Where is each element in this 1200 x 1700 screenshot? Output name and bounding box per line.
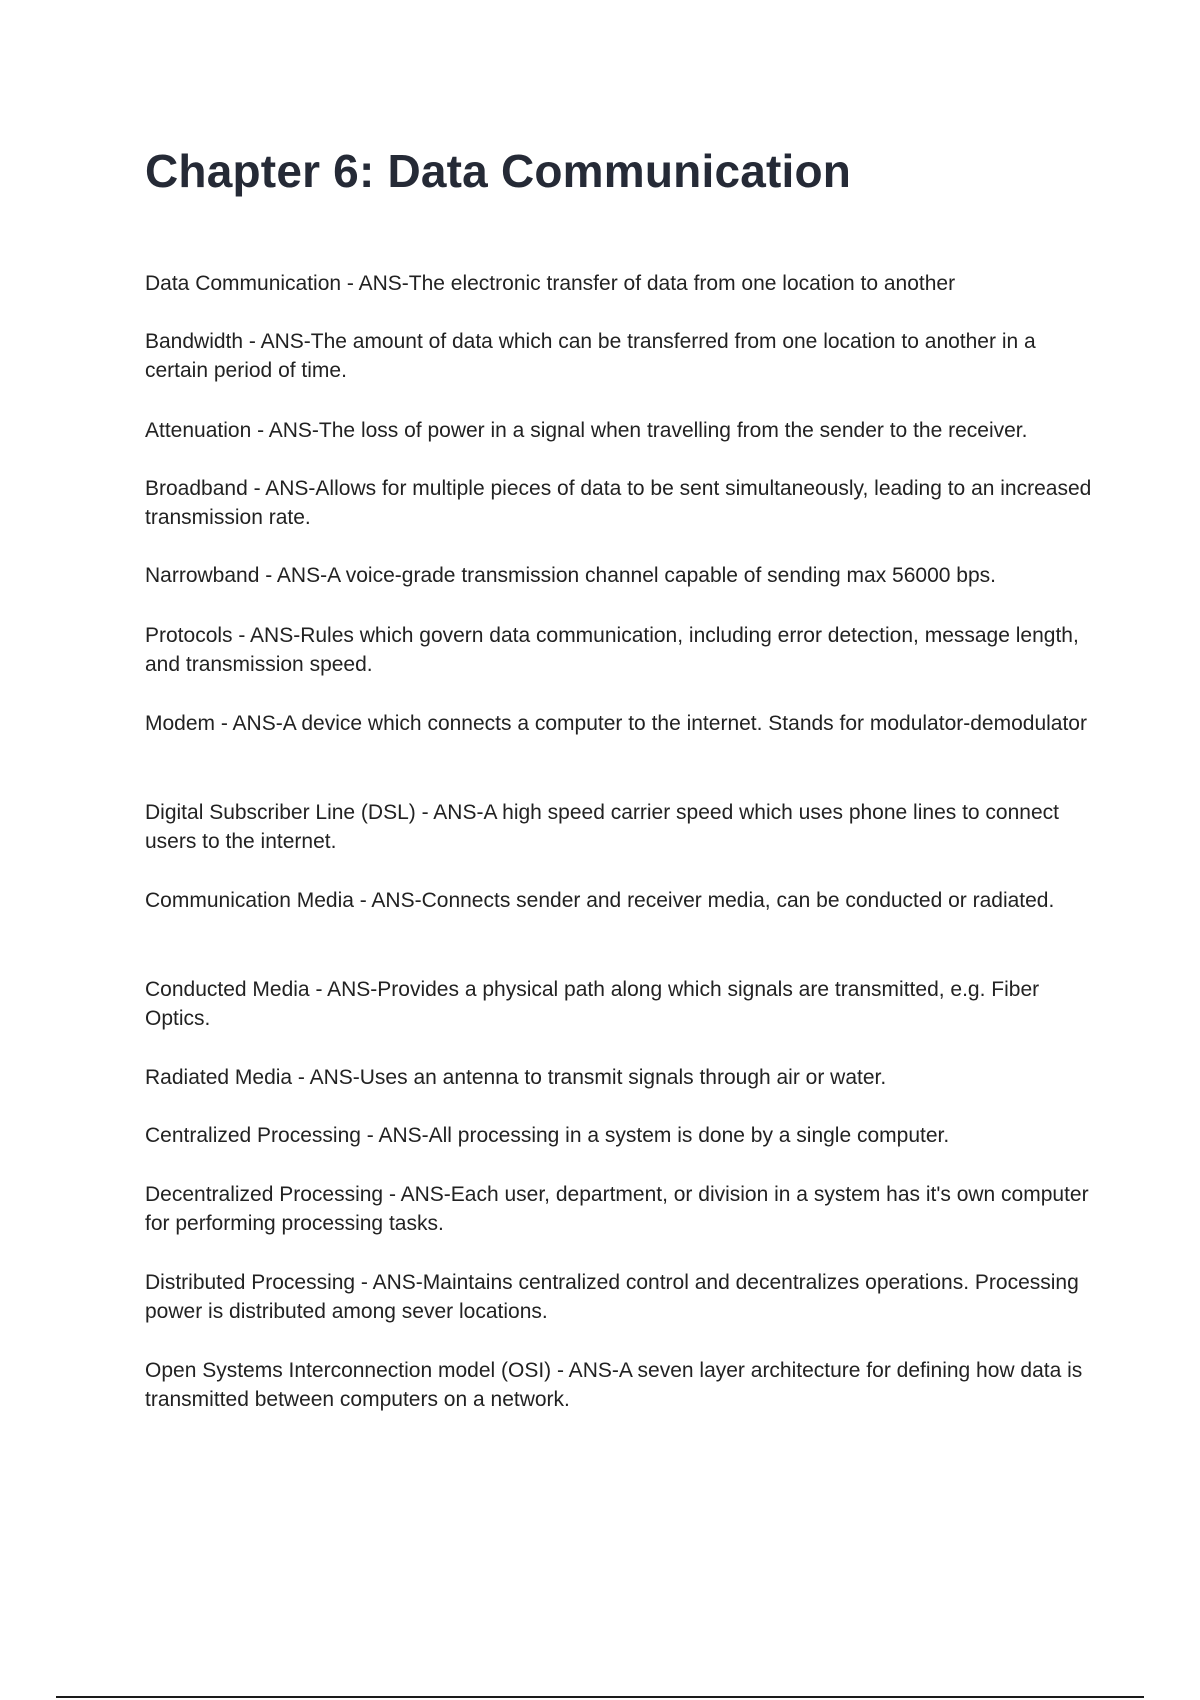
definition-entry: Centralized Processing - ANS-All processing in a system is done by a single computer. <box>145 1124 950 1147</box>
definition-entry: Distributed Processing - ANS-Maintains centralized control and decentralizes operations. Processing power is distributed among sever locations. <box>145 1271 1079 1323</box>
definition-entry: Open Systems Interconnection model (OSI) - ANS-A seven layer architecture for defining how data is transmitted between computers on a network. <box>145 1359 1083 1411</box>
definition-entry: Attenuation - ANS-The loss of power in a signal when travelling from the sender to the receiver. <box>145 419 1028 442</box>
definition-entry: Broadband - ANS-Allows for multiple pieces of data to be sent simultaneously, leading to an increased transmission rate. <box>145 477 1092 529</box>
definition-entry: Bandwidth - ANS-The amount of data which can be transferred from one location to another in a certain period of time. <box>145 330 1036 382</box>
definition-entry: Radiated Media - ANS-Uses an antenna to transmit signals through air or water. <box>145 1066 887 1089</box>
footer-divider <box>56 1696 1144 1698</box>
definition-entry: Narrowband - ANS-A voice-grade transmission channel capable of sending max 56000 bps. <box>145 564 996 587</box>
definition-entry: Conducted Media - ANS-Provides a physical path along which signals are transmitted, e.g. Fiber Optics. <box>145 978 1040 1030</box>
definition-entry: Modem - ANS-A device which connects a computer to the internet. Stands for modulator-demodulator <box>145 712 1087 735</box>
definition-entry: Protocols - ANS-Rules which govern data communication, including error detection, message length, and transmission speed. <box>145 624 1079 676</box>
definition-entry: Digital Subscriber Line (DSL) - ANS-A high speed carrier speed which uses phone lines to connect users to the internet. <box>145 801 1059 853</box>
definition-entry: Data Communication - ANS-The electronic transfer of data from one location to another <box>145 272 956 295</box>
page-title: Chapter 6: Data Communication <box>145 145 852 197</box>
definition-entry: Communication Media - ANS-Connects sender and receiver media, can be conducted or radiated. <box>145 889 1055 912</box>
definition-entry: Decentralized Processing - ANS-Each user, department, or division in a system has it's own computer for performing processing tasks. <box>145 1183 1089 1235</box>
